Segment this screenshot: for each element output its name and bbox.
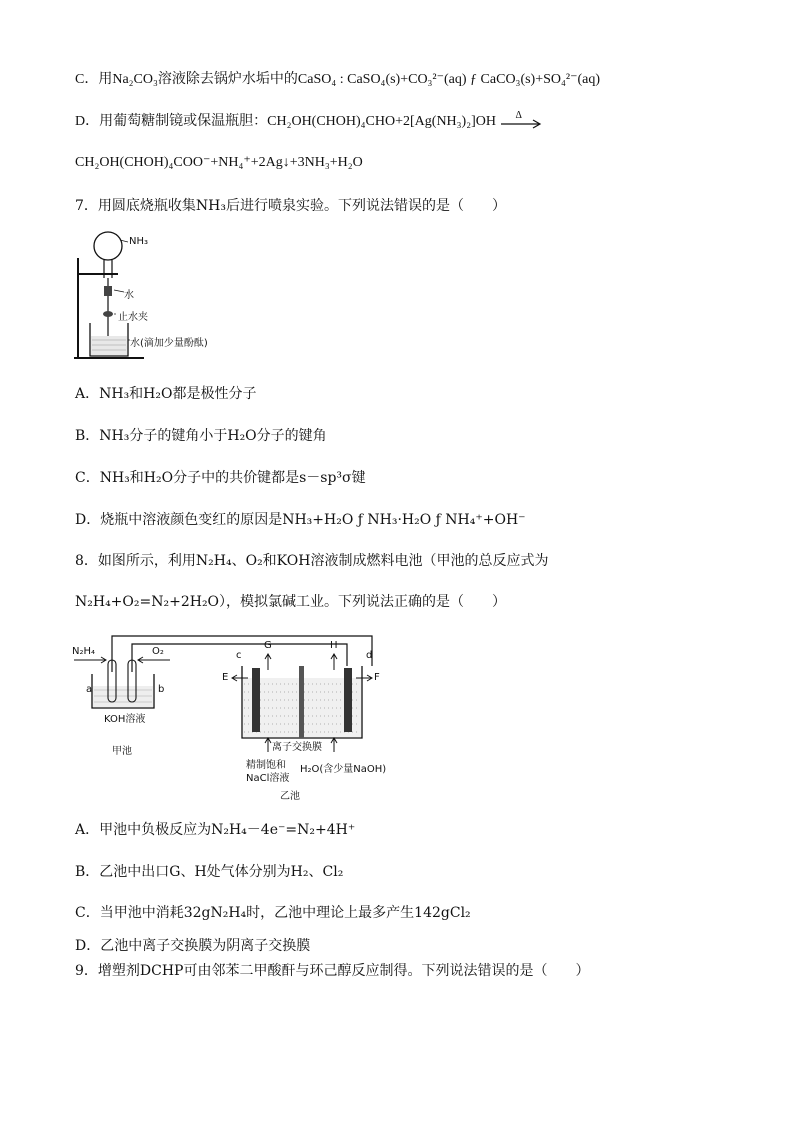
q8-stem-line2: N₂H₄+O₂=N₂+2H₂O），模拟氯碱工业。下列说法正确的是（ ） — [75, 594, 507, 610]
label-water-naoh: H₂O(含少量NaOH) — [300, 764, 387, 775]
q6-option-d-equation-left: CH₂OH(CHOH)₄CHO+2[Ag(NH₃)₂]OH — [267, 114, 496, 129]
q6-option-d-continued — [75, 153, 363, 173]
q7-option-c: C．NH₃和H₂O分子中的共价键都是s－sp³σ键 — [75, 470, 366, 486]
label-outlet-f: F — [374, 672, 380, 683]
label-cell-jia: 甲池 — [112, 746, 132, 757]
q6-option-d — [75, 109, 543, 132]
label-brine-line1: 精制饱和 — [246, 760, 286, 771]
q6-option-c-reagent: Na₂CO₃ — [112, 72, 158, 87]
q8-option-d: D．乙池中离子交换膜为阴离子交换膜 — [75, 938, 311, 954]
q6-option-c — [75, 70, 600, 90]
label-outlet-e: E — [222, 672, 229, 683]
label-electrode-a: a — [86, 684, 93, 695]
heat-arrow-icon — [499, 109, 543, 129]
label-outlet-h: H — [330, 640, 338, 651]
label-nh3-gas: NH₃ — [129, 236, 149, 247]
q7-option-d: D．烧瓶中溶液颜色变红的原因是NH₃+H₂O ƒ NH₃·H₂O ƒ NH₄⁺+OH⁻ — [75, 512, 526, 528]
label-cell-yi: 乙池 — [280, 791, 300, 802]
q6-option-c-text: 溶液除去锅炉水垢中的 — [157, 72, 298, 87]
label-electrode-d: d — [366, 650, 373, 661]
label-water-clamp: 止水夹 — [118, 312, 148, 323]
label-n2h4-inlet: N₂H₄ — [72, 646, 96, 657]
q8-option-c: C．当甲池中消耗32gN₂H₄时，乙池中理论上最多产生142gCl₂ — [75, 905, 471, 921]
q9-stem: 9．增塑剂DCHP可由邻苯二甲酸酐与环己醇反应制得。下列说法错误的是（ ） — [75, 963, 590, 979]
q8-option-b: B．乙池中出口G、H处气体分别为H₂、Cl₂ — [75, 864, 344, 880]
q8-stem-line1: 8．如图所示，利用N₂H₄、O₂和KOH溶液制成燃料电池（甲池的总反应式为 — [75, 553, 549, 569]
q7-option-a: A．NH₃和H₂O都是极性分子 — [75, 386, 257, 402]
heat-condition-label: Δ — [515, 109, 522, 121]
q6-option-c-equation: CaSO₄ : CaSO₄(s)+CO₃²⁻(aq) ƒ CaCO₃(s)+SO₄²⁻(aq) — [297, 72, 601, 87]
q7-stem: 7．用圆底烧瓶收集NH₃后进行喷泉实验。下列说法错误的是（ ） — [75, 198, 506, 214]
label-electrode-c: c — [236, 650, 242, 661]
label-koh-solution: KOH溶液 — [104, 714, 146, 725]
q8-option-a: A．甲池中负极反应为N₂H₄－4e⁻=N₂+4H⁺ — [75, 822, 356, 838]
q7-option-b: B．NH₃分子的键角小于H₂O分子的键角 — [75, 428, 327, 444]
label-o2-inlet: O₂ — [152, 646, 164, 657]
q6-option-d-equation-right: CH₂OH(CHOH)₄COO⁻+NH₄⁺+2Ag↓+3NH₃+H₂O — [75, 155, 363, 170]
q6-option-d-text: D．用葡萄糖制镜或保温瓶胆： — [75, 114, 268, 129]
label-outlet-g: G — [264, 640, 272, 651]
label-electrode-b: b — [158, 684, 165, 695]
q8-electrolysis-figure — [72, 630, 402, 805]
q7-fountain-figure — [72, 228, 232, 363]
q6-option-c-prefix: C．用 — [75, 72, 113, 87]
label-water: 水 — [124, 290, 134, 301]
label-ion-exchange-membrane: 离子交换膜 — [272, 742, 322, 753]
label-beaker-water: 水(滴加少量酚酞) — [130, 338, 208, 349]
label-brine-line2: NaCl溶液 — [246, 773, 290, 784]
